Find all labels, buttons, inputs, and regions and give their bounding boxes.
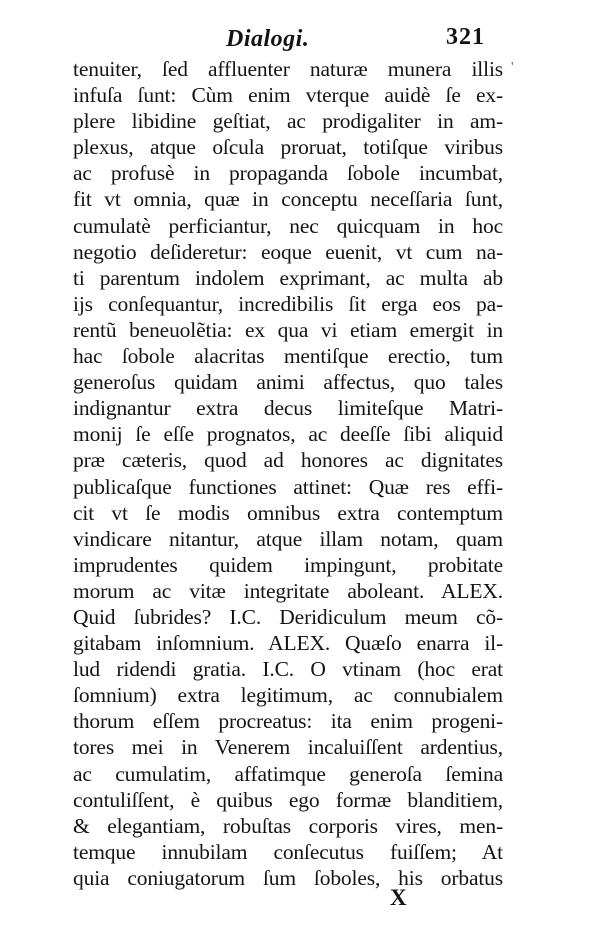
text-line: ſomnium) extra legitimum, ac connubialem xyxy=(73,683,503,708)
text-line: plexus, atque oſcula proruat, totiſque viribus xyxy=(73,135,503,160)
catchword: X xyxy=(390,885,407,910)
running-head-title: Dialogi. xyxy=(226,26,310,52)
text-line: temque innubilam conſecutus fuiſſem; At xyxy=(73,839,503,864)
text-line: imprudentes quidem impingunt, probitate xyxy=(73,552,503,577)
margin-mark: ' xyxy=(511,60,514,75)
text-line: præ cæteris, quod ad honores ac dignitates xyxy=(73,448,503,473)
text-line: gitabam inſomnium. ALEX. Quæſo enarra il- xyxy=(73,631,503,656)
text-line: Quid ſubrides? I.C. Deridiculum meum cõ- xyxy=(73,604,503,629)
text-line: hac ſobole alacritas mentiſque erectio, tum xyxy=(73,344,503,369)
text-line: publicaſque functiones attinet: Quæ res effi- xyxy=(73,474,503,499)
text-line: plere libidine geſtiat, ac prodigaliter in am- xyxy=(73,109,503,134)
text-line: fit vt omnia, quæ in conceptu neceſſaria ſunt, xyxy=(73,187,503,212)
text-line: lud ridendi gratia. I.C. O vtinam (hoc erat xyxy=(73,657,503,682)
text-line: generoſus quidam animi affectus, quo tales xyxy=(73,370,503,395)
text-line: contuliſſent, è quibus ego formæ blanditiem, xyxy=(73,787,503,812)
text-line: quia coniugatorum ſum ſoboles, his orbatus xyxy=(73,865,503,890)
text-line: ac cumulatim, affatimque generoſa ſemina xyxy=(73,761,503,786)
text-line: thorum eſſem procreatus: ita enim progeni- xyxy=(73,709,503,734)
text-line: tores mei in Venerem incaluiſſent ardentius, xyxy=(73,735,503,760)
text-line: cit vt ſe modis omnibus extra contemptum xyxy=(73,500,503,525)
text-line: cumulatè perficiantur, nec quicquam in hoc xyxy=(73,213,503,238)
text-line: ijs conſequantur, incredibilis ſit erga eos pa- xyxy=(73,291,503,316)
text-line: vindicare nitantur, atque illam notam, quam xyxy=(73,526,503,551)
text-line: rentũ beneuolẽtia: ex qua vi etiam emergit in xyxy=(73,317,503,342)
text-line: monij ſe eſſe prognatos, ac deeſſe ſibi aliquid xyxy=(73,422,503,447)
page-number: 321 xyxy=(446,24,485,50)
text-line: tenuiter, ſed affluenter naturæ munera illis xyxy=(73,57,503,81)
text-line: ti parentum indolem exprimant, ac multa ab xyxy=(73,265,503,290)
text-line: indignantur extra decus limiteſque Matri- xyxy=(73,396,503,421)
body-text xyxy=(73,56,503,891)
text-line: & elegantiam, robuſtas corporis vires, men- xyxy=(73,813,503,838)
text-line: morum ac vitæ integritate aboleant. ALEX. xyxy=(73,578,503,603)
text-line: negotio deſideretur: eoque euenit, vt cum na- xyxy=(73,239,503,264)
text-line: ac profusè in propaganda ſobole incumbat, xyxy=(73,161,503,186)
running-head xyxy=(0,20,591,60)
text-line: infuſa ſunt: Cùm enim vterque auidè ſe ex- xyxy=(73,83,503,108)
